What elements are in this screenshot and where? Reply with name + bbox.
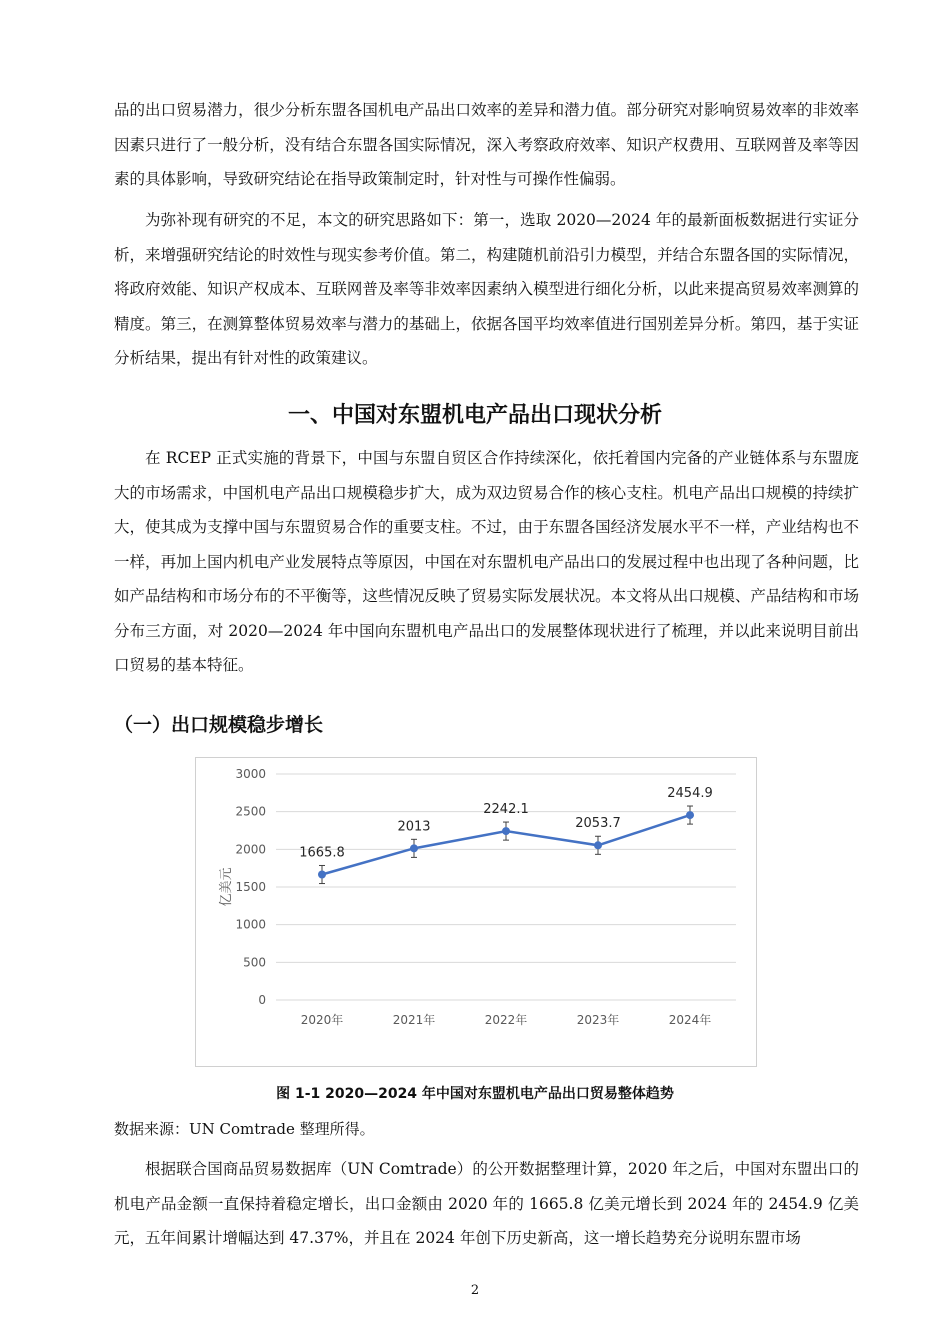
x-tick-label: 2023年: [576, 1013, 620, 1027]
x-tick-label: 2020年: [300, 1013, 344, 1027]
section-heading: 一、中国对东盟机电产品出口现状分析: [287, 403, 662, 428]
data-point: [594, 841, 602, 849]
y-tick-label: 3000: [235, 767, 266, 781]
y-tick-label: 0: [258, 993, 266, 1007]
y-tick-label: 1000: [235, 917, 266, 932]
y-tick-label: 1500: [235, 880, 266, 894]
data-label: 2013: [397, 819, 431, 835]
data-point: [410, 844, 418, 852]
paragraph-gap-analysis: 品的出口贸易潜力，很少分析东盟各国机电产品出口效率的差异和潜力值。部分研究对影响贸易效率的非效率因素只进行了一般分析，没有结合东盟各国实际情况，深入考察政府效率、知识产权费用、互联网普及率等因素的具体影响，导致研究结论在指导政策制定时，针对性与可操作性偏弱。: [114, 101, 859, 188]
data-point: [318, 871, 326, 879]
data-label: 2053.7: [575, 816, 621, 832]
data-label: 2242.1: [483, 802, 529, 818]
paragraph-export-status: 在 RCEP 正式实施的背景下，中国与东盟自贸区合作持续深化，依托着国内完备的产业链体系与东盟庞大的市场需求，中国机电产品出口规模稳步扩大，成为双边贸易合作的核心支柱。机电产品出口规模的持续扩大，使其成为支撑中国与东盟贸易合作的重要支柱。不过，由于东盟各国经济发展水平不一样，产业结构也不一样，再加上国内机电产业发展特点等原因，中国在对东盟机电产品出口的发展过程中也出现了各种问题，比如产品结构和市场分布的不平衡等，这些情况反映了贸易实际发展状况。本文将从出口规模、产品结构和市场分布三方面，对 2020—2024 年中国向东盟机电产品出口的发展整体现状进行了梳理，并以此来说明目前出口贸易的基本特征。: [114, 449, 859, 674]
data-source-note: 数据来源：UN Comtrade 整理所得。: [114, 1120, 375, 1138]
y-tick-label: 500: [243, 955, 266, 970]
data-point: [686, 811, 694, 819]
page-number: 2: [470, 1283, 480, 1298]
paragraph-export-growth: 根据联合国商品贸易数据库（UN Comtrade）的公开数据整理计算，2020 年之后，中国对东盟出口的机电产品金额一直保持着稳定增长，出口金额由 2020 年的 1665.8 亿美元增长到 2024 年的 2454.9 亿美元，五年间累计增幅达到 47.37%，并且在 2024 年创下历史新高，这一增长趋势充分说明东盟市场: [114, 1160, 859, 1247]
data-point: [502, 827, 510, 835]
data-label: 1665.8: [299, 845, 345, 861]
data-label: 2454.9: [667, 786, 713, 802]
paragraph-research-approach: 为弥补现有研究的不足，本文的研究思路如下：第一，选取 2020—2024 年的最新面板数据进行实证分析，来增强研究结论的时效性与现实参考价值。第二，构建随机前沿引力模型，并结合东盟各国的实际情况，将政府效能、知识产权成本、互联网普及率等非效率因素纳入模型进行细化分析，以此来提高贸易效率测算的精度。第三，在测算整体贸易效率与潜力的基础上，依据各国平均效率值进行国别差异分析。第四，基于实证分析结果，提出有针对性的政策建议。: [114, 211, 859, 367]
x-tick-label: 2024年: [668, 1013, 712, 1027]
y-axis-label: 亿美元: [219, 867, 234, 907]
y-tick-label: 2000: [235, 842, 266, 857]
chart-frame: [195, 757, 757, 1067]
x-tick-label: 2022年: [484, 1013, 528, 1027]
line-chart: [196, 758, 756, 1066]
figure-caption: 图 1-1 2020—2024 年中国对东盟机电产品出口贸易整体趋势: [276, 1086, 674, 1102]
x-tick-label: 2021年: [392, 1013, 436, 1027]
subsection-heading: （一）出口规模稳步增长: [114, 714, 324, 736]
y-tick-label: 2500: [235, 804, 266, 819]
